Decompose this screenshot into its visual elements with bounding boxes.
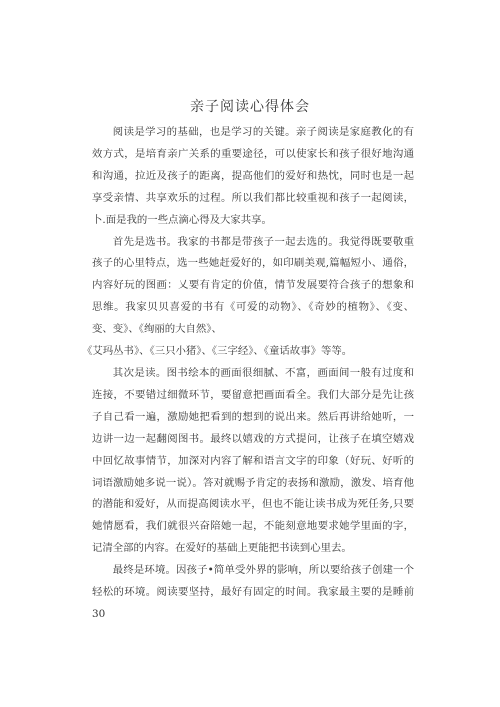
paragraph-reading: 其次是读。图书绘本的画面很细腻、不富，画面间一般有过度和连接，不要错过细微环节，要留意把画面看全。我们大部分是先让孩子自己看一遍，激励她把看到的想到的说出来。然后再讲给她听，一边讲一边一起翻阅图书。最终以嬉戏的方式提问，让孩子在填空嬉戏中回忆故事情节，加深对内容了解和语言文字的印象（好玩、好听的词语激励她多说一说）。答对就赐予肯定的表扬和激励，激发、培育他的潜能和爱好，从而提高阅读水平，但也不能让读书成为死任务,只要她情愿看，我们就很兴奋陪她一起，不能刻意地要求她学里面的字，记清全部的内容。在爱好的基础上更能把书读到心里去。 [92, 366, 414, 555]
paragraph-intro: 阅读是学习的基础，也是学习的关键。亲子阅读是家庭教化的有效方式，是培育亲广关系的重要途径，可以使家长和孩子很好地沟通和沟通，拉近及孩子的距离，提高他们的爱好和热忱，同时也是一起享受亲情、共享欢乐的过程。所以我们都比较重视和孩子一起阅读，卜.面是我的一些点滴心得及大家共享。 [92, 126, 414, 226]
paragraph-choosing-books: 首先是选书。我家的书都是带孩子一起去选的。我觉得既要敬重孩子的心里特点，选一些她赶爱好的，如印刷美观,篇幅短小、通俗，内容好玩的图画：乂要有肯定的价值，情节发展要符合孩子的想象和思维。我家贝贝喜爱的书有《可爱的动物》、《奇妙的植物》、《变、变、变》、《绚丽的大自然》、 [92, 235, 414, 336]
paragraph-book-list: 《艾玛丛书》、《三只小猪》、《三字经》、《童话故事》等等。 [82, 345, 353, 358]
paragraph-environment: 最终是环境。因孩子•简单受外界的影响，所以要给孩子创建一个轻松的环境。阅读要坚持，最好有固定的时间。我家最主要的是睡前30 [92, 564, 414, 620]
document-body [82, 122, 414, 626]
document-title: 亲子阅读心得体会 [190, 99, 310, 115]
